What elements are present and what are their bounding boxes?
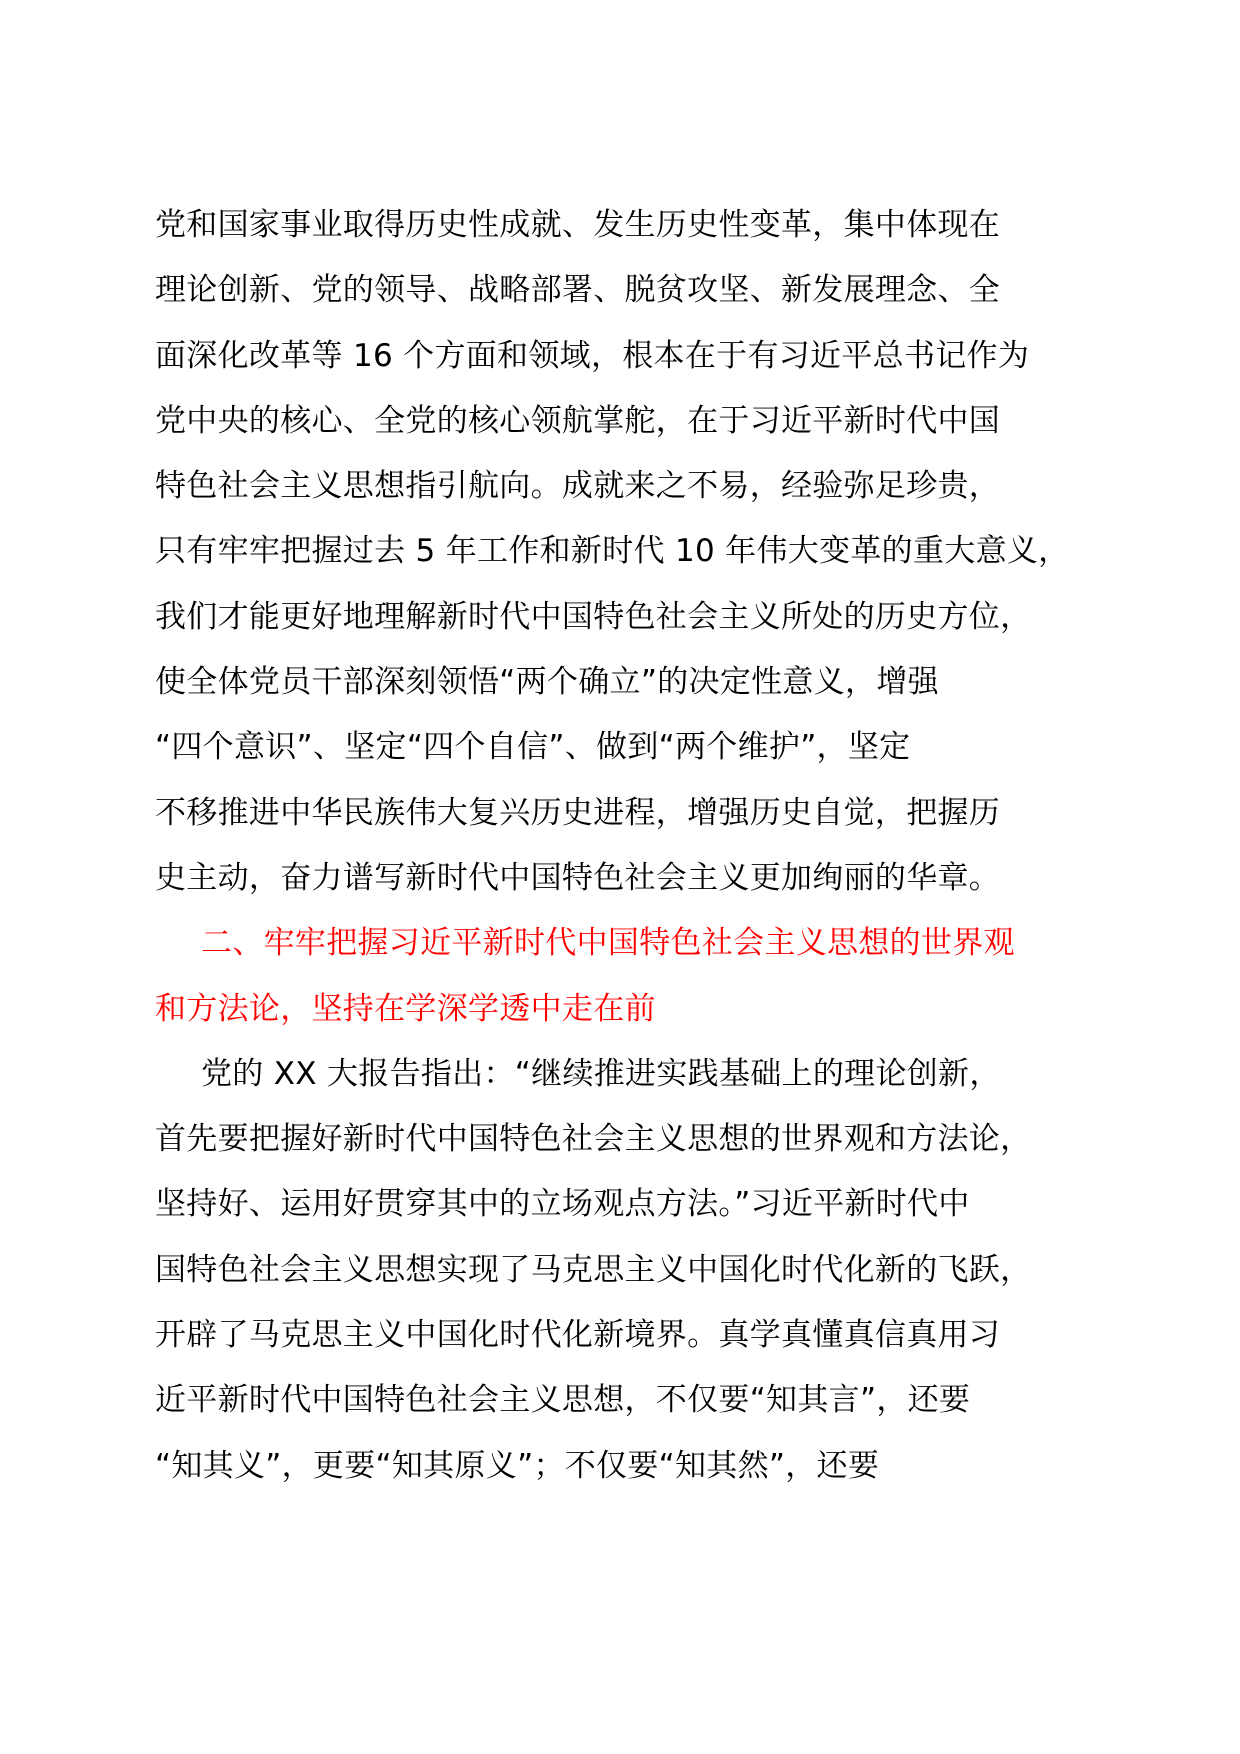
section-heading-line: 和方法论，坚持在学深学透中走在前: [155, 990, 656, 1027]
body-line: 党的 XX 大报告指出：“继续推进实践基础上的理论创新，: [201, 1055, 1001, 1092]
body-line: 国特色社会主义思想实现了马克思主义中国化时代化新的飞跃，: [155, 1251, 1032, 1288]
body-line: 党和国家事业取得历史性成就、发生历史性变革，集中体现在: [155, 207, 1001, 243]
body-line: 首先要把握好新时代中国特色社会主义思想的世界观和方法论，: [155, 1121, 1032, 1158]
body-line: 我们才能更好地理解新时代中国特色社会主义所处的历史方位，: [155, 598, 1032, 635]
body-line: “知其义”，更要“知其原义”；不仅要“知其然”，还要: [155, 1447, 880, 1484]
body-line: 开辟了马克思主义中国化时代化新境界。真学真懂真信真用习: [155, 1317, 1001, 1354]
body-line: 坚持好、运用好贯穿其中的立场观点方法。”习近平新时代中: [155, 1186, 970, 1223]
body-line: 面深化改革等 16 个方面和领域，根本在于有习近平总书记作为: [155, 337, 1030, 374]
body-line: 不移推进中华民族伟大复兴历史进程，增强历史自觉，把握历: [155, 794, 1001, 831]
body-line: “四个意识”、坚定“四个自信”、做到“两个维护”，坚定: [155, 729, 911, 766]
body-line: 近平新时代中国特色社会主义思想，不仅要“知其言”，还要: [155, 1382, 971, 1419]
body-line: 使全体党员干部深刻领悟“两个确立”的决定性意义，增强: [155, 664, 939, 701]
body-line: 理论创新、党的领导、战略部署、脱贫攻坚、新发展理念、全: [155, 272, 1001, 309]
document-body: [155, 193, 1115, 1499]
body-line: 特色社会主义思想指引航向。成就来之不易，经验弥足珍贵，: [155, 468, 1001, 505]
section-heading-line: 二、牢牢把握习近平新时代中国特色社会主义思想的世界观: [201, 925, 1015, 962]
body-line: 党中央的核心、全党的核心领航掌舵，在于习近平新时代中国: [155, 402, 1001, 439]
body-line: 史主动，奋力谱写新时代中国特色社会主义更加绚丽的华章。: [155, 859, 1001, 896]
body-line: 只有牢牢把握过去 5 年工作和新时代 10 年伟大变革的重大意义，: [155, 533, 1070, 570]
